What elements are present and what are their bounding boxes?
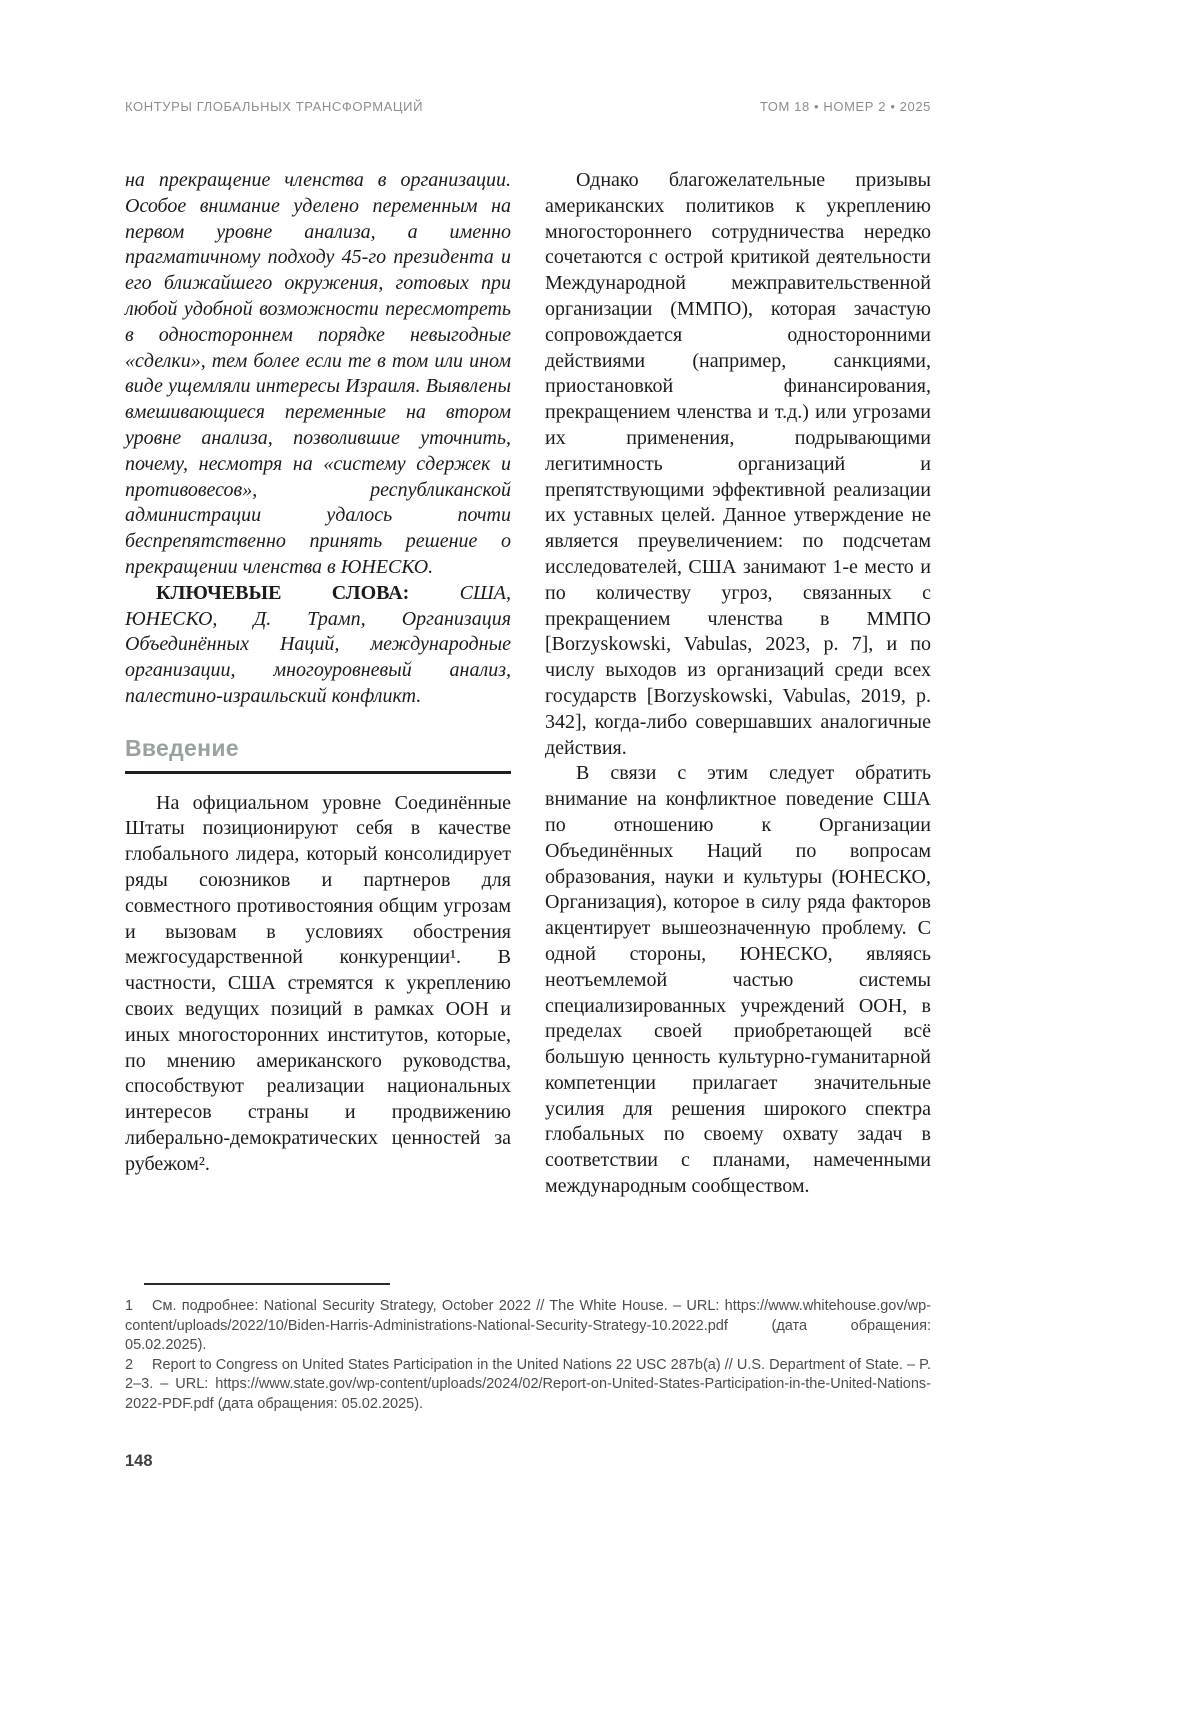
left-column	[125, 168, 511, 1200]
footnote-item-2	[125, 1356, 931, 1415]
heading-divider	[125, 771, 511, 774]
keywords-paragraph	[125, 581, 511, 710]
journal-title: КОНТУРЫ ГЛОБАЛЬНЫХ ТРАНСФОРМАЦИЙ	[125, 99, 424, 114]
footnote-1-number: 1	[125, 1298, 134, 1314]
intro-paragraph: На официальном уровне Соединённые Штаты позиционируют себя в качестве глобального лидера, который консолидирует ряды союзников и партнеров для совместного противостояния общим угрозам и вызовам в условиях обострения межгосударственной конкуренции¹. В частности, США стремятся к укреплению своих ведущих позиций в рамках ООН и иных многосторонних институтов, которые, по мнению американского руководства, способствуют реализации национальных интересов страны и продвижению либерально-демократических ценностей за рубежом².	[125, 791, 511, 1175]
right-column	[545, 168, 931, 1200]
issue-info: ТОМ 18 • НОМЕР 2 • 2025	[759, 99, 931, 114]
section-heading: Введение	[125, 734, 239, 761]
footnotes-block	[125, 1283, 931, 1414]
keywords-label: КЛЮЧЕВЫЕ СЛОВА:	[156, 581, 410, 604]
footnote-2-number: 2	[125, 1356, 134, 1373]
footnote-2-text: Report to Congress on United States Participation in the United Nations 22 USC 287b(a) // U.S. Department of State. – P. 2–3. – URL: https://www.state.gov/wp-content/uploads/2024/02/Report-on-United-States-Participation-in-the-United-Nations-2022-PDF.pdf (дата обращения: 05.02.2025).	[125, 1356, 931, 1412]
footnote-1-text: См. подробнее: National Security Strategy, October 2022 // The White House. – URL: https://www.whitehouse.gov/wp-content/uploads/2022/10/Biden-Harris-Administrations-National-Security-Strategy-10.2022.pdf (дата обращения: 05.02.2025).	[125, 1298, 931, 1353]
keywords-text: США, ЮНЕСКО, Д. Трамп, Организация Объединённых Наций, международные организации, многоуровневый анализ, палестино-израильский конфликт.	[125, 581, 511, 707]
body-paragraph-2: В связи с этим следует обратить внимание на конфликтное поведение США по отношению к Организации Объединённых Наций по вопросам образования, науки и культуры (ЮНЕСКО, Организация), которое в силу ряда факторов акцентирует вышеозначенную проблему. С одной стороны, ЮНЕСКО, являясь неотъемлемой частью системы специализированных учреждений ООН, в пределах своей приобретающей всё большую ценность культурно-гуманитарной компетенции прилагает значительные усилия для решения широкого спектра глобальных по своему охвату задач в соответствии с планами, намеченными международным сообществом.	[545, 762, 931, 1198]
abstract-continuation-paragraph: на прекращение членства в организации. Особое внимание уделено переменным на первом уровне анализа, а именно прагматичному подходу 45-го президента и его ближайшего окружения, готовых при любой удобной возможности пересмотреть в одностороннем порядке невыгодные «сделки», тем более если те в том или ином виде ущемляли интересы Израиля. Выявлены вмешивающиеся переменные на втором уровне анализа, позволившие уточнить, почему, несмотря на «систему сдержек и противовесов», республиканской администрации удалось почти беспрепятственно принять решение о прекращении членства в ЮНЕСКО.	[125, 169, 511, 578]
article-body	[125, 168, 931, 1200]
body-paragraph-1: Однако благожелательные призывы американских политиков к укреплению многостороннего сотрудничества нередко сочетаются с острой критикой деятельности Международной межправительственной организации (ММПО), которая зачастую сопровождается односторонними действиями (например, санкциями, приостановкой финансирования, прекращением членства и т.д.) или угрозами их применения, подрывающими легитимность организаций и препятствующими эффективной реализации их уставных целей. Данное утверждение не является преувеличением: по подсчетам исследователей, США занимают 1-е место и по количеству угроз, связанных с прекращением членства в ММПО [Borzyskowski, Vabulas, 2023, p. 7], и по числу выходов из организаций среди всех государств [Borzyskowski, Vabulas, 2019, p. 342], когда-либо совершавших аналогичные действия.	[545, 169, 931, 759]
page-number: 148	[125, 1452, 153, 1470]
running-header	[125, 99, 931, 114]
footnote-item-1	[125, 1297, 931, 1356]
footnote-separator	[144, 1283, 390, 1285]
